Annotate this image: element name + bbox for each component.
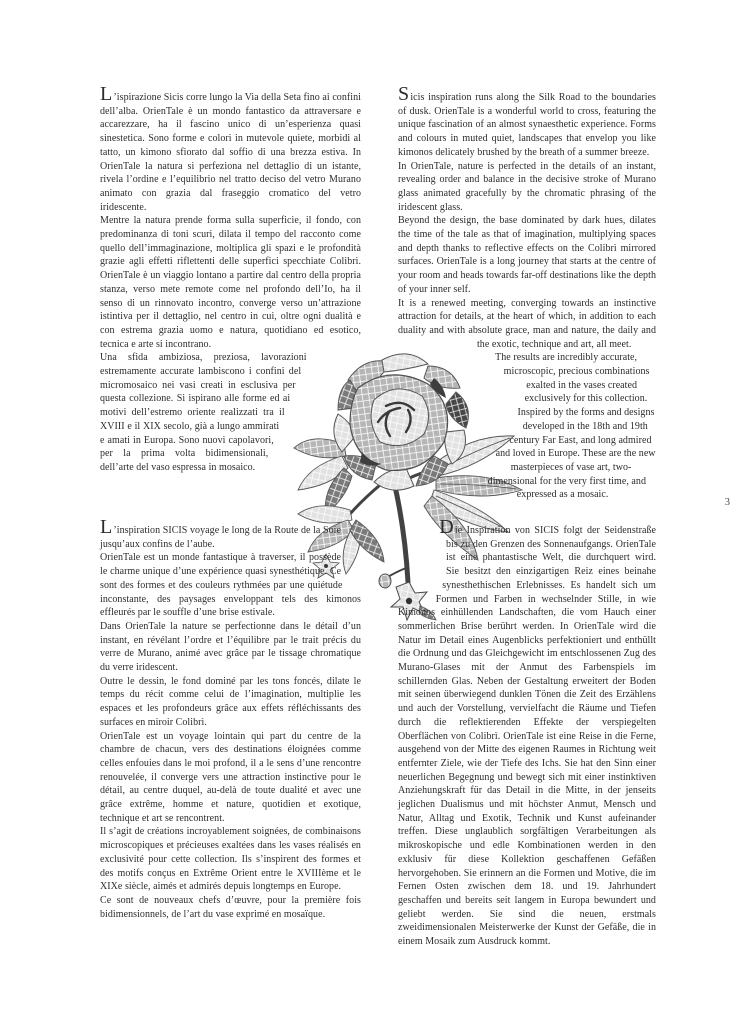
- page-number: 3: [724, 497, 730, 508]
- paragraph-english-2: In OrienTale, nature is perfected in the details of an instant, revealing order and balance in the decisive stroke of Murano glass animated gracefully by the chromatic phrasing of the iridescent glass.: [398, 160, 656, 213]
- paragraph-text: icis inspiration runs along the Silk Road to the boundaries of dusk. OrienTale is a wonderful world to cross, featuring the unique fascination of an almost synaesthetic experience. Forms and colours in muted quiet, landscapes that envelop you like kimonos delicately brushed by the breath of a summer breeze.: [398, 92, 656, 158]
- text-block-german: [398, 516, 656, 949]
- paragraph-italian-3: Una sfida ambiziosa, preziosa, lavorazioni estremamente accurate lambiscono i confini del micromosaico nei vasi creati in esclusiva per questa collezione. Si ispirano alle forme ed ai motivi dell’estremo oriente realizzati tra il XVIII e il XIX secolo, già a lungo ammirati e amati in Europa. Sono nuovi capolavori, per la prima volta bidimensionali, dell’arte del vaso espressa in mosaico.: [100, 352, 307, 473]
- paragraph-text: ’ispirazione Sicis corre lungo la Via della Seta fino ai confini dell’alba. OrienTale è un mondo fantastico da attraversare e accarezzare, ha il fascino unico di un’esperienza quasi sinestetica. Sono forme e colori in mutevole quiete, morbidi al tatto, un kimono sfiorato dal soffio di una brezza estiva. In OrienTale la natura si perfeziona nel dettaglio di un istante, rivela l’ordine e l’equilibrio nel tratto deciso del vetro Murano animato con grazia dal fraseggio cromatico del vetro iridescente.: [100, 92, 361, 213]
- dropcap-french: L: [100, 516, 113, 538]
- text-block-italian: [100, 83, 361, 495]
- paragraph-english-4: It is a renewed meeting, converging towards an instinctive attraction for details, at the heart of which, in addition to each duality and with absolute grace, man and nature, the daily and the exotic, technique and art, all meet.: [398, 297, 656, 350]
- dropcap-italian: L: [100, 83, 113, 105]
- paragraph-french-3: Dans OrienTale la nature se perfectionne dans le détail d’un instant, en révélant l’ordre et l’équilibre par le trait précis du verre de Murano, animé avec grâce par le tissage chromatique du verre iridescent.: [100, 620, 361, 674]
- paragraph-french-5: OrienTale est un voyage lointain qui part du centre de la chambre de chacun, vers des destinations éloignées comme celles enfouies dans le moi profond, il a le sens d’une rencontre renouvelée, il converge vers une attraction instinctive pour le détail, au centre duquel, au-delà de toute dualité et avec une grâce extrême, homme et nature, quotidien et exotique, technique et art se rencontrent.: [100, 730, 361, 824]
- paragraph-french-6: Il s’agit de créations incroyablement soignées, de combinaisons microscopiques et précieuses exaltées dans les vases réalisés en exclusivité pour cette collection. Ils s’inspirent des formes et des motifs conçus en Extrême Orient entre le XVIIIème et le XIXe siècle, aimés et admirés depuis longtemps en Europe.: [100, 826, 361, 893]
- dropcap-german: D: [439, 516, 454, 538]
- dropcap-english: S: [398, 83, 410, 105]
- flower-wrap-spacer-french: [341, 524, 361, 584]
- bud: [379, 574, 391, 588]
- paragraph-english-5: The results are incredibly accurate, microscopic, precious combinations exalted in the vases created exclusively for this collection.: [495, 352, 650, 405]
- paragraph-italian-2: Mentre la natura prende forma sulla superficie, il fondo, con predominanza di toni scuri, dilata il tempo del racconto come quello dell’immaginazione, moltiplica gli spazi e le profondità grazie agli effetti riflettenti delle superfici specchiate Colibrì. OrienTale è un viaggio lontano a partire dal centro della propria stanza, verso mete remote come nel profondo dell’Io, ha il senso di un rinnovato incontro, converge verso un’attrazione istintiva per il dettaglio, nel centro in cui, oltre ogni dualità e con estrema grazia uomo e natura, quotidiano ed esotico, tecnica e arte si incontrano.: [100, 215, 361, 350]
- paragraph-italian-1: [100, 83, 361, 214]
- paragraph-english-6: Inspired by the forms and designs developed in the 18th and 19th century Far East, and long admired and loved in Europe. These are the new masterpieces of vase art, two-dimensional for the very first time, and expressed as a mosaic.: [487, 407, 656, 501]
- paragraph-text: ie Inspiration von SICIS folgt der Seidenstraße bis zu den Grenzen des Sonnenaufgangs. OrienTale ist eine phantastische Welt, die durchquert wird. Sie besitzt den einzigartigen Reiz eines beinahe synesthethischen Erlebnisses. Es handelt sich um Formen und Farben in wechselnder Stille, in wie Kimonos einhüllenden Landschaften, die vom Hauch einer sommerlichen Brise berührt werden. In OrienTale wird die Natur im Detail eines Augenblicks perfektioniert und enthüllt die Ordnung und das Gleichgewicht im entschlossenen Zug des Murano-Glases mit der Anmut des Farbenspiels im schillernden Glas. Neben der Gestaltung erweitert der Boden mit seinen überwiegend dunklen Tönen die Zeit des Erzählens und auch der Vorstellung, vervielfacht die Räume und Tiefen durch die reflektierenden Effekte der verspiegelten Oberflächen von Colibrì. OrienTale ist eine Reise in die Ferne, ausgehend von der Mitte des eigenen Raumes in Richtung weit entfernter Ziele, wie der Tiefe des Ichs. Sie hat den Sinn einer neuerlichen Begegnung und bewegt sich mit einer instinktiven Anziehungskraft für das Detail in die Mitte, in der jenseits jeglichen Dualismus und mit höchster Anmut, Mensch und Natur, Alltag und Exotik, Technik und Kunst aufeinander treffen. Diese unglaublich sorgfältigen Verarbeitungen als mikroskopische und edle Kombinationen werden in den exklusiv für diese Kollektion geschaffenen Gefäßen hervorgehoben. Sie erinnern an die Formen und Motive, die im Fernen Osten zwischen dem 18. und 19. Jahrhundert geschaffen und bereits seit langem in Europa bewundert und geliebt werden. Sie sind die neuen, erstmals zweidimensionalen Meisterwerke der Kunst der Gefäße, die in einem Mosaik zum Ausdruck kommt.: [398, 525, 656, 948]
- paragraph-text: ’inspiration SICIS voyage le long de la Route de la Soie jusqu’aux confins de l’aube.: [100, 525, 341, 550]
- paragraph-english-3: Beyond the design, the base dominated by dark hues, dilates the time of the tale as that of imagination, multiplying spaces and depth thanks to reflective effects on the Colibrì mirrored surfaces. OrienTale is a long journey that starts at the centre of your room and heads towards far-off destinations like the depth of your inner self.: [398, 215, 656, 295]
- paragraph-french-4: Outre le dessin, le fond dominé par les tons foncés, dilate le temps du récit comme celui de l’imagination, multiplie les espaces et les profondeurs grâce aux effets réfléchissants des surfaces en miroir Colibrì.: [100, 675, 361, 728]
- paragraph-french-1: [100, 516, 361, 551]
- text-block-english: [398, 83, 656, 502]
- text-block-french: [100, 516, 361, 921]
- paragraph-french-7: Ce sont de nouveaux chefs d’œuvre, pour la première fois bidimensionnels, de l’art du vase exprimé en mosaïque.: [100, 894, 361, 920]
- paragraph-english-1: [398, 83, 656, 160]
- paragraph-french-2: OrienTale est un monde fantastique à traverser, il possède le charme unique d’une expérience quasi synesthétique. Ce sont des formes et des couleurs rythmées par une quiétude inconstante, des paysages enveloppant tels des kimonos effleurés par le souffle d’une brise estivale.: [100, 552, 361, 619]
